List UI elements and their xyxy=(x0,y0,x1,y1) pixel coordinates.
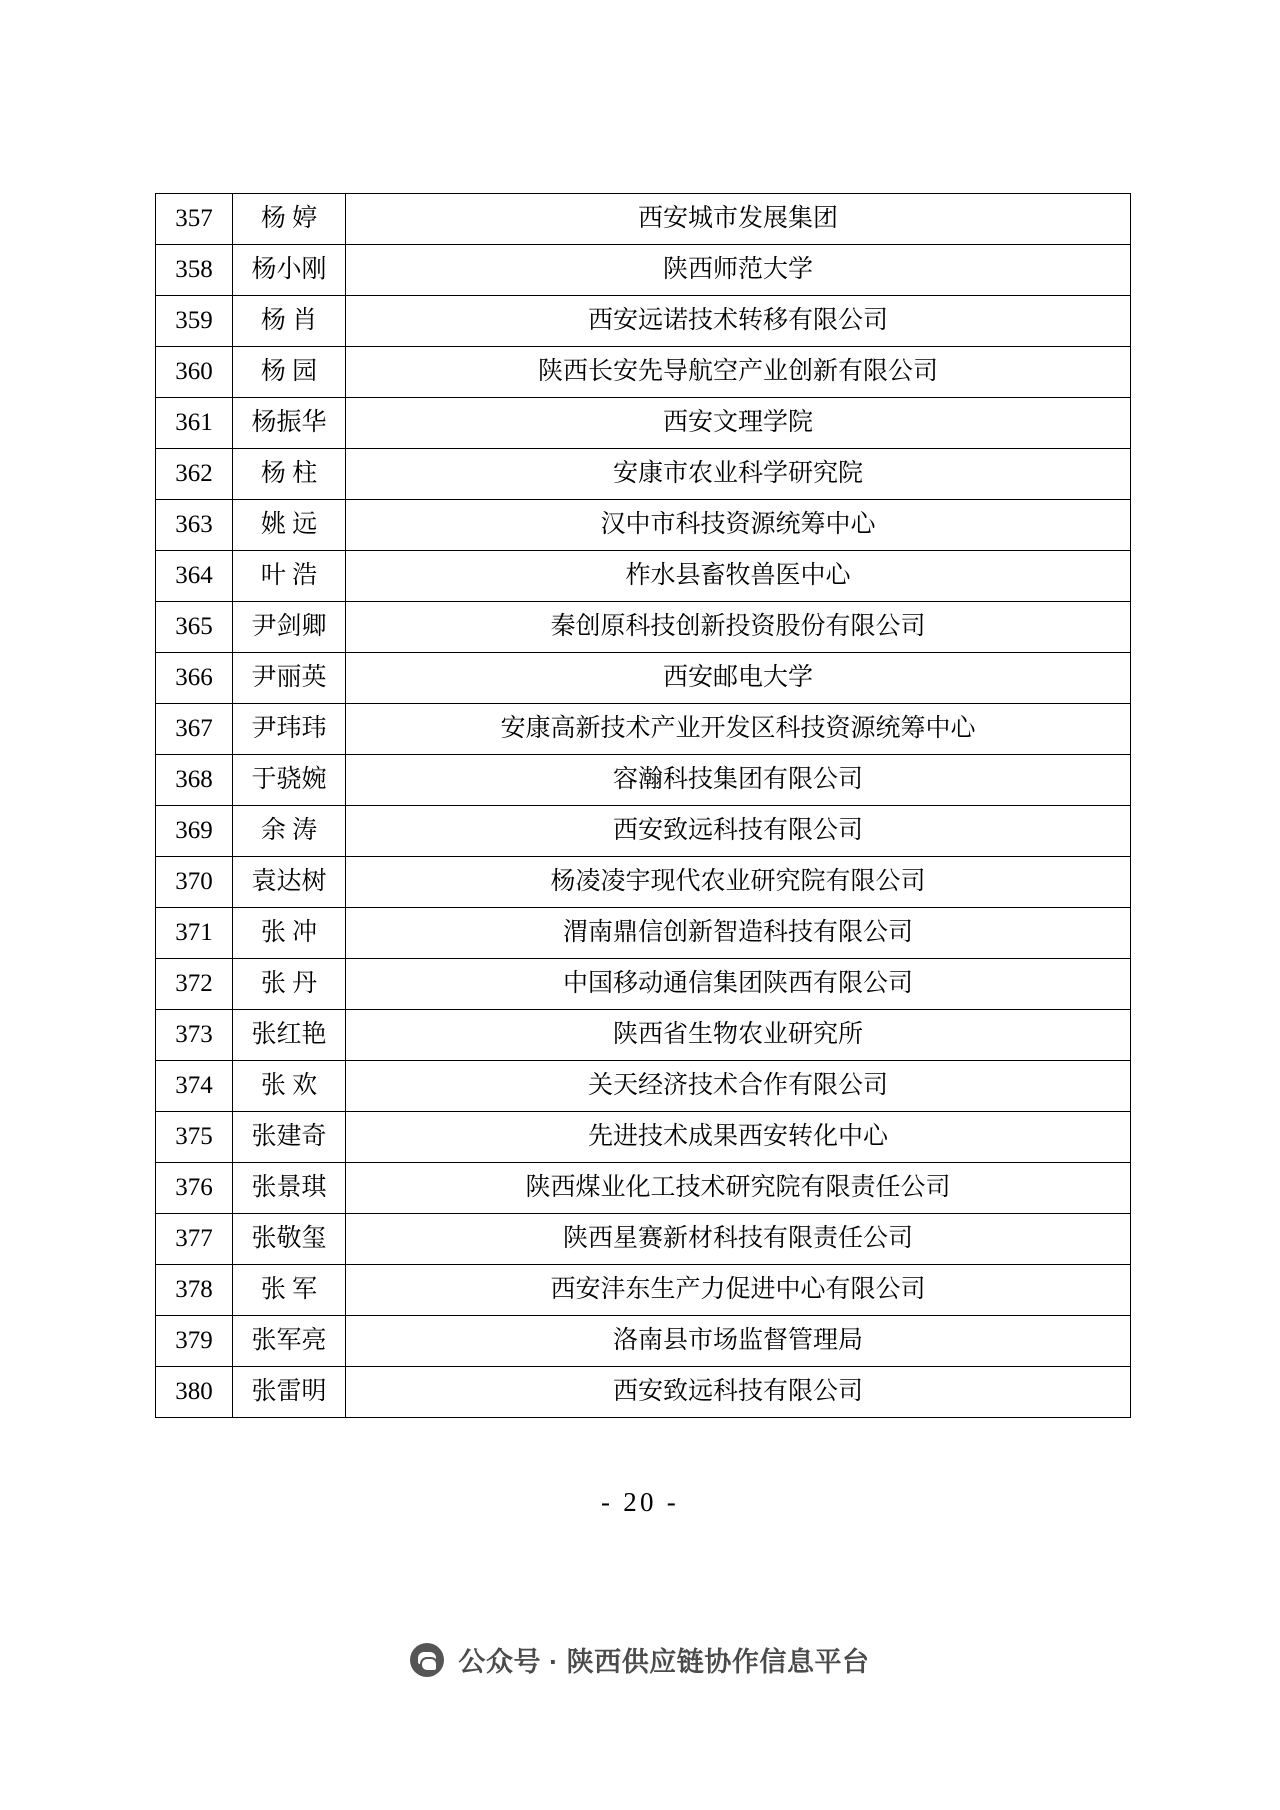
row-index: 379 xyxy=(156,1316,233,1367)
table-row xyxy=(156,1010,1131,1061)
row-index: 375 xyxy=(156,1112,233,1163)
row-org: 安康高新技术产业开发区科技资源统筹中心 xyxy=(346,704,1131,755)
row-index: 374 xyxy=(156,1061,233,1112)
table-row xyxy=(156,296,1131,347)
row-org: 西安沣东生产力促进中心有限公司 xyxy=(346,1265,1131,1316)
row-name: 尹剑卿 xyxy=(233,602,346,653)
row-name: 杨 婷 xyxy=(233,194,346,245)
table-row xyxy=(156,1214,1131,1265)
table-row xyxy=(156,1061,1131,1112)
row-name: 张 冲 xyxy=(233,908,346,959)
table-row xyxy=(156,347,1131,398)
table-row xyxy=(156,1316,1131,1367)
row-org: 西安邮电大学 xyxy=(346,653,1131,704)
row-name: 尹丽英 xyxy=(233,653,346,704)
row-index: 376 xyxy=(156,1163,233,1214)
row-org: 西安城市发展集团 xyxy=(346,194,1131,245)
row-org: 渭南鼎信创新智造科技有限公司 xyxy=(346,908,1131,959)
table-row xyxy=(156,602,1131,653)
row-org: 西安致远科技有限公司 xyxy=(346,1367,1131,1418)
footer-text: 公众号 · 陕西供应链协作信息平台 xyxy=(458,1647,870,1677)
row-name: 袁达树 xyxy=(233,857,346,908)
row-index: 363 xyxy=(156,500,233,551)
row-index: 372 xyxy=(156,959,233,1010)
row-index: 371 xyxy=(156,908,233,959)
row-name: 张军亮 xyxy=(233,1316,346,1367)
wechat-official-account-icon xyxy=(410,1643,444,1677)
row-name: 张红艳 xyxy=(233,1010,346,1061)
table-row xyxy=(156,704,1131,755)
row-index: 357 xyxy=(156,194,233,245)
table-row xyxy=(156,398,1131,449)
row-name: 张 丹 xyxy=(233,959,346,1010)
table-row xyxy=(156,449,1131,500)
footer-watermark xyxy=(0,1640,1280,1679)
row-index: 358 xyxy=(156,245,233,296)
table-row xyxy=(156,551,1131,602)
row-org: 西安致远科技有限公司 xyxy=(346,806,1131,857)
row-name: 杨小刚 xyxy=(233,245,346,296)
row-org: 杨凌凌宇现代农业研究院有限公司 xyxy=(346,857,1131,908)
table-row xyxy=(156,194,1131,245)
row-name: 于骁婉 xyxy=(233,755,346,806)
table-row xyxy=(156,806,1131,857)
row-org: 西安文理学院 xyxy=(346,398,1131,449)
row-name: 姚 远 xyxy=(233,500,346,551)
row-name: 张敬玺 xyxy=(233,1214,346,1265)
row-index: 364 xyxy=(156,551,233,602)
row-org: 西安远诺技术转移有限公司 xyxy=(346,296,1131,347)
page-number: - 20 - xyxy=(601,1487,679,1517)
row-name: 叶 浩 xyxy=(233,551,346,602)
row-name: 杨 园 xyxy=(233,347,346,398)
row-name: 张雷明 xyxy=(233,1367,346,1418)
row-org: 关天经济技术合作有限公司 xyxy=(346,1061,1131,1112)
roster-table xyxy=(155,193,1131,1418)
row-index: 378 xyxy=(156,1265,233,1316)
row-org: 汉中市科技资源统筹中心 xyxy=(346,500,1131,551)
table-row xyxy=(156,1112,1131,1163)
table-row xyxy=(156,1163,1131,1214)
row-index: 361 xyxy=(156,398,233,449)
row-org: 容瀚科技集团有限公司 xyxy=(346,755,1131,806)
row-index: 368 xyxy=(156,755,233,806)
row-org: 陕西省生物农业研究所 xyxy=(346,1010,1131,1061)
row-org: 陕西星赛新材科技有限责任公司 xyxy=(346,1214,1131,1265)
table-row xyxy=(156,500,1131,551)
row-index: 370 xyxy=(156,857,233,908)
row-org: 洛南县市场监督管理局 xyxy=(346,1316,1131,1367)
row-name: 张建奇 xyxy=(233,1112,346,1163)
row-name: 张 欢 xyxy=(233,1061,346,1112)
row-name: 杨振华 xyxy=(233,398,346,449)
row-name: 余 涛 xyxy=(233,806,346,857)
row-name: 杨 肖 xyxy=(233,296,346,347)
row-index: 377 xyxy=(156,1214,233,1265)
row-org: 柞水县畜牧兽医中心 xyxy=(346,551,1131,602)
row-org: 陕西煤业化工技术研究院有限责任公司 xyxy=(346,1163,1131,1214)
table-row xyxy=(156,755,1131,806)
row-index: 367 xyxy=(156,704,233,755)
row-index: 360 xyxy=(156,347,233,398)
row-index: 362 xyxy=(156,449,233,500)
row-org: 陕西长安先导航空产业创新有限公司 xyxy=(346,347,1131,398)
row-org: 先进技术成果西安转化中心 xyxy=(346,1112,1131,1163)
table-row xyxy=(156,245,1131,296)
table-row xyxy=(156,908,1131,959)
table-row xyxy=(156,653,1131,704)
row-index: 359 xyxy=(156,296,233,347)
row-name: 张 军 xyxy=(233,1265,346,1316)
table-row xyxy=(156,857,1131,908)
row-index: 365 xyxy=(156,602,233,653)
row-name: 尹玮玮 xyxy=(233,704,346,755)
table-row xyxy=(156,959,1131,1010)
row-org: 安康市农业科学研究院 xyxy=(346,449,1131,500)
row-name: 杨 柱 xyxy=(233,449,346,500)
table-row xyxy=(156,1265,1131,1316)
row-index: 373 xyxy=(156,1010,233,1061)
table-row xyxy=(156,1367,1131,1418)
row-index: 380 xyxy=(156,1367,233,1418)
row-index: 366 xyxy=(156,653,233,704)
row-org: 陕西师范大学 xyxy=(346,245,1131,296)
row-org: 秦创原科技创新投资股份有限公司 xyxy=(346,602,1131,653)
row-index: 369 xyxy=(156,806,233,857)
row-org: 中国移动通信集团陕西有限公司 xyxy=(346,959,1131,1010)
row-name: 张景琪 xyxy=(233,1163,346,1214)
roster-table-body xyxy=(156,194,1131,1418)
